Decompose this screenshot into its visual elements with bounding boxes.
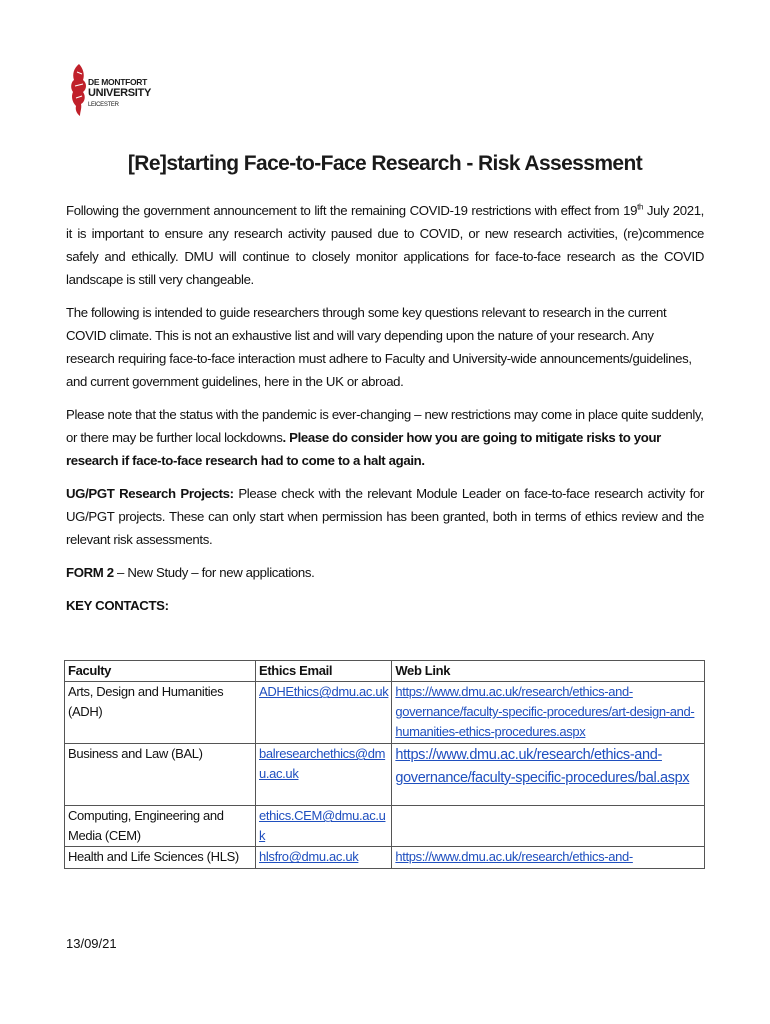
faculty-cell: Business and Law (BAL)	[65, 744, 256, 806]
header-faculty: Faculty	[65, 661, 256, 682]
intro-text-end: July 2021, it is important to ensure any research activity paused due to COVID, or new research activities, (re)commence safely and ethically. DMU will continue to closely monitor applications for face-to-face research as the COVID landscape is still very changeable.	[66, 203, 704, 287]
ug-pgt-label: UG/PGT Research Projects:	[66, 485, 234, 501]
email-cell	[256, 847, 392, 868]
header-web-link: Web Link	[392, 661, 705, 682]
header-ethics-email: Ethics Email	[256, 661, 392, 682]
form-2-label: FORM 2	[66, 564, 114, 580]
table-header-row	[65, 661, 705, 682]
table-row	[65, 744, 705, 806]
faculty-cell: Health and Life Sciences (HLS)	[65, 847, 256, 868]
ug-pgt-text: Please check with the relevant Module Leader on face-to-face research activity for UG/PGT projects. These can only start when permission has been granted, both in terms of ethics review and the relevant risk assessments.	[66, 485, 704, 547]
contacts-heading	[66, 595, 704, 618]
email-cell	[256, 744, 392, 806]
bal-web-link[interactable]: https://www.dmu.ac.uk/research/ethics-and-governance/faculty-specific-procedures/bal.aspx	[395, 747, 690, 786]
hls-web-link[interactable]: https://www.dmu.ac.uk/research/ethics-and-	[395, 849, 633, 865]
table-row	[65, 847, 705, 868]
logo-line-2: UNIVERSITY	[88, 87, 152, 99]
faculty-cell: Computing, Engineering and Media (CEM)	[65, 806, 256, 847]
email-cell	[256, 682, 392, 744]
web-link-cell	[392, 744, 705, 806]
pandemic-note-text: Please note that the status with the pandemic is ever-changing – new restrictions may come in place quite suddenly, or there may be further local lockdowns	[66, 406, 704, 445]
intro-paragraph	[66, 200, 704, 292]
pandemic-note-paragraph	[66, 404, 704, 473]
intro-text-start: Following the government announcement to lift the remaining COVID-19 restrictions with effect from 19	[66, 203, 638, 218]
table-row	[65, 682, 705, 744]
form-2-paragraph	[66, 562, 704, 585]
adh-email-link[interactable]: ADHEthics@dmu.ac.uk	[259, 684, 389, 700]
table-row	[65, 806, 705, 847]
document-body	[66, 200, 704, 628]
key-contacts-table	[64, 660, 705, 869]
email-cell	[256, 806, 392, 847]
pandemic-note-emphasis: . Please do consider how you are going to mitigate risks to your research if face-to-face research had to come to a halt again.	[66, 429, 661, 468]
web-link-cell	[392, 847, 705, 868]
adh-web-link[interactable]: https://www.dmu.ac.uk/research/ethics-and-governance/faculty-specific-procedures/art-design-and-humanities-ethics-procedures.aspx	[395, 684, 695, 740]
contacts-heading-text: KEY CONTACTS:	[66, 597, 169, 613]
ug-pgt-paragraph	[66, 483, 704, 552]
web-link-cell	[392, 806, 705, 847]
leicester-wyvern-icon	[68, 62, 90, 118]
logo-line-3: LEICESTER	[88, 102, 119, 108]
hls-email-link[interactable]: hlsfro@dmu.ac.uk	[259, 849, 359, 865]
university-logo	[68, 62, 152, 118]
bal-email-link[interactable]: balresearchethics@dmu.ac.uk	[259, 746, 386, 782]
logo-line-1: DE MONTFORT	[88, 77, 148, 87]
cem-email-link[interactable]: ethics.CEM@dmu.ac.uk	[259, 808, 386, 844]
faculty-cell: Arts, Design and Humanities (ADH)	[65, 682, 256, 744]
page-title: [Re]starting Face-to-Face Research - Risk Assessment	[127, 152, 643, 175]
web-link-cell	[392, 682, 705, 744]
ordinal-suffix: th	[637, 202, 644, 212]
form-2-text: – New Study – for new applications.	[113, 564, 315, 580]
guidance-paragraph: The following is intended to guide researchers through some key questions relevant to research in the current COVID climate. This is not an exhaustive list and will vary depending upon the nature of your research. Any research requiring face-to-face interaction must adhere to Faculty and University-wide announcements/guidelines, and current government guidelines, here in the UK or abroad.	[66, 304, 692, 389]
footer-date: 13/09/21	[66, 936, 117, 951]
